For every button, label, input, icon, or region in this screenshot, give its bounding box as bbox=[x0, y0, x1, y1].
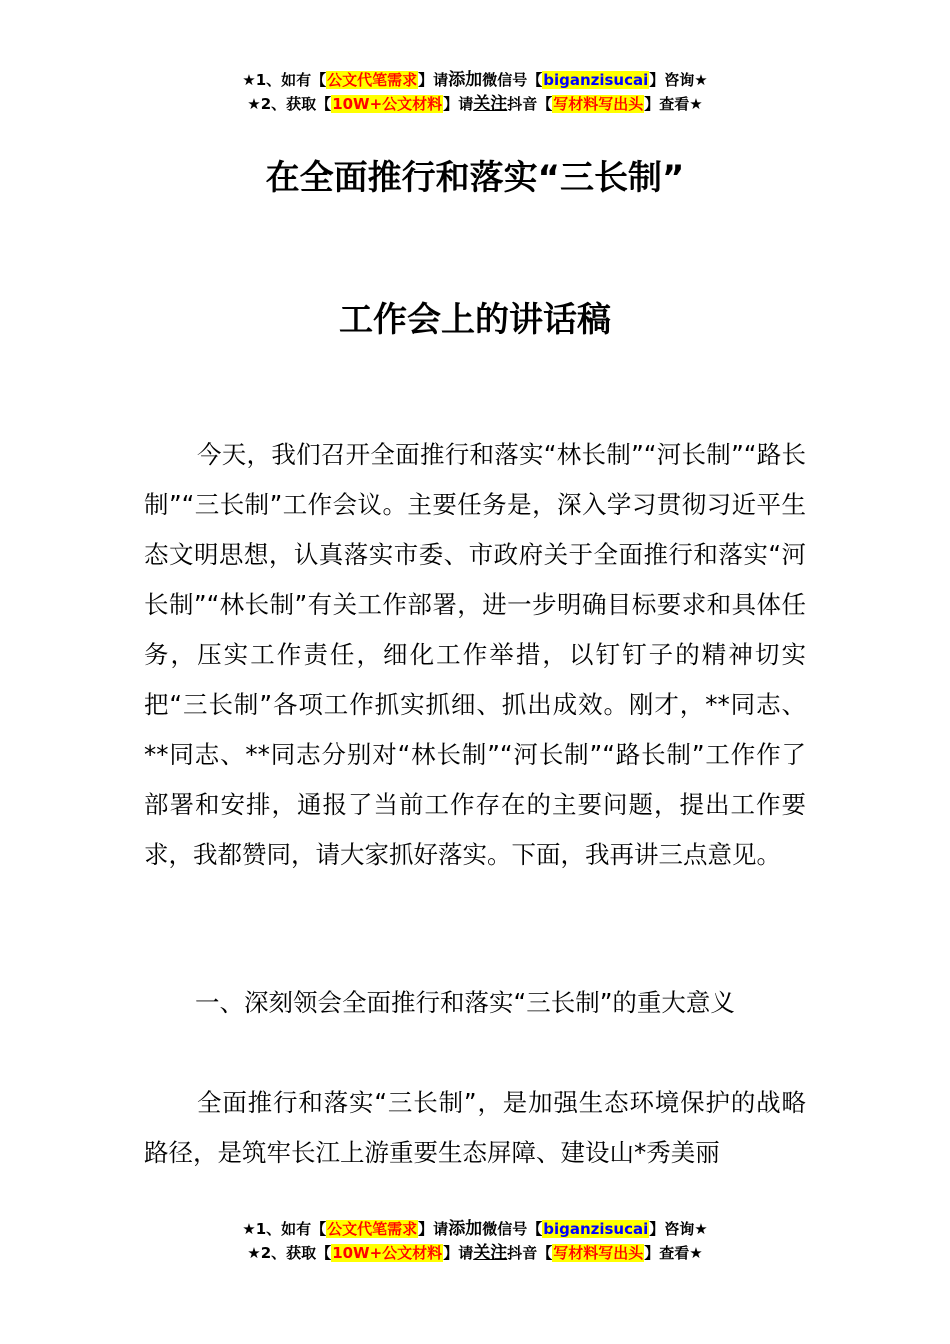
document-title-line-1: 在全面推行和落实“三长制” bbox=[265, 158, 685, 198]
highlight-service: 公文代笔需求 bbox=[327, 71, 418, 89]
header-banner bbox=[0, 68, 950, 116]
paragraph-intro: 今天，我们召开全面推行和落实“林长制”“河长制”“路长制”“三长制”工作会议。主要任务是，深入学习贯彻习近平生态文明思想，认真落实市委、市政府关于全面推行和落实“河长制”“林长制”有关工作部署，进一步明确目标要求和具体任务，压实工作责任，细化工作举措，以钉钉子的精神切实把“三长制”各项工作抓实抓细、抓出成效。刚才，**同志、**同志、**同志分别对“林长制”“河长制”“路长制”工作作了部署和安排，通报了当前工作存在的主要问题，提出工作要求，我都赞同，请大家抓好落实。下面，我再讲三点意见。 bbox=[144, 440, 806, 869]
footer-line-2: ★2、获取【10W+公文材料】请关注抖音【写材料写出头】查看★ bbox=[247, 1243, 703, 1263]
footer-banner bbox=[0, 1217, 950, 1265]
highlight-wechat-id: biganzisucai bbox=[543, 71, 649, 89]
document-title-line-2: 工作会上的讲话稿 bbox=[339, 300, 611, 340]
highlight-douyin: 写材料写出头 bbox=[553, 95, 644, 113]
footer-line-1: ★1、如有【公文代笔需求】请添加微信号【biganzisucai】咨询★ bbox=[242, 1219, 708, 1239]
highlight-materials: 10W+公文材料 bbox=[332, 95, 443, 113]
banner-line-1: ★1、如有【公文代笔需求】请添加微信号【biganzisucai】咨询★ bbox=[242, 70, 708, 90]
section-heading-1: 一、深刻领会全面推行和落实“三长制”的重大意义 bbox=[195, 988, 735, 1017]
banner-line-2: ★2、获取【10W+公文材料】请关注抖音【写材料写出头】查看★ bbox=[247, 94, 703, 114]
paragraph-section-1: 全面推行和落实“三长制”，是加强生态环境保护的战略路径，是筑牢长江上游重要生态屏障、建设山*秀美丽 bbox=[144, 1088, 806, 1167]
